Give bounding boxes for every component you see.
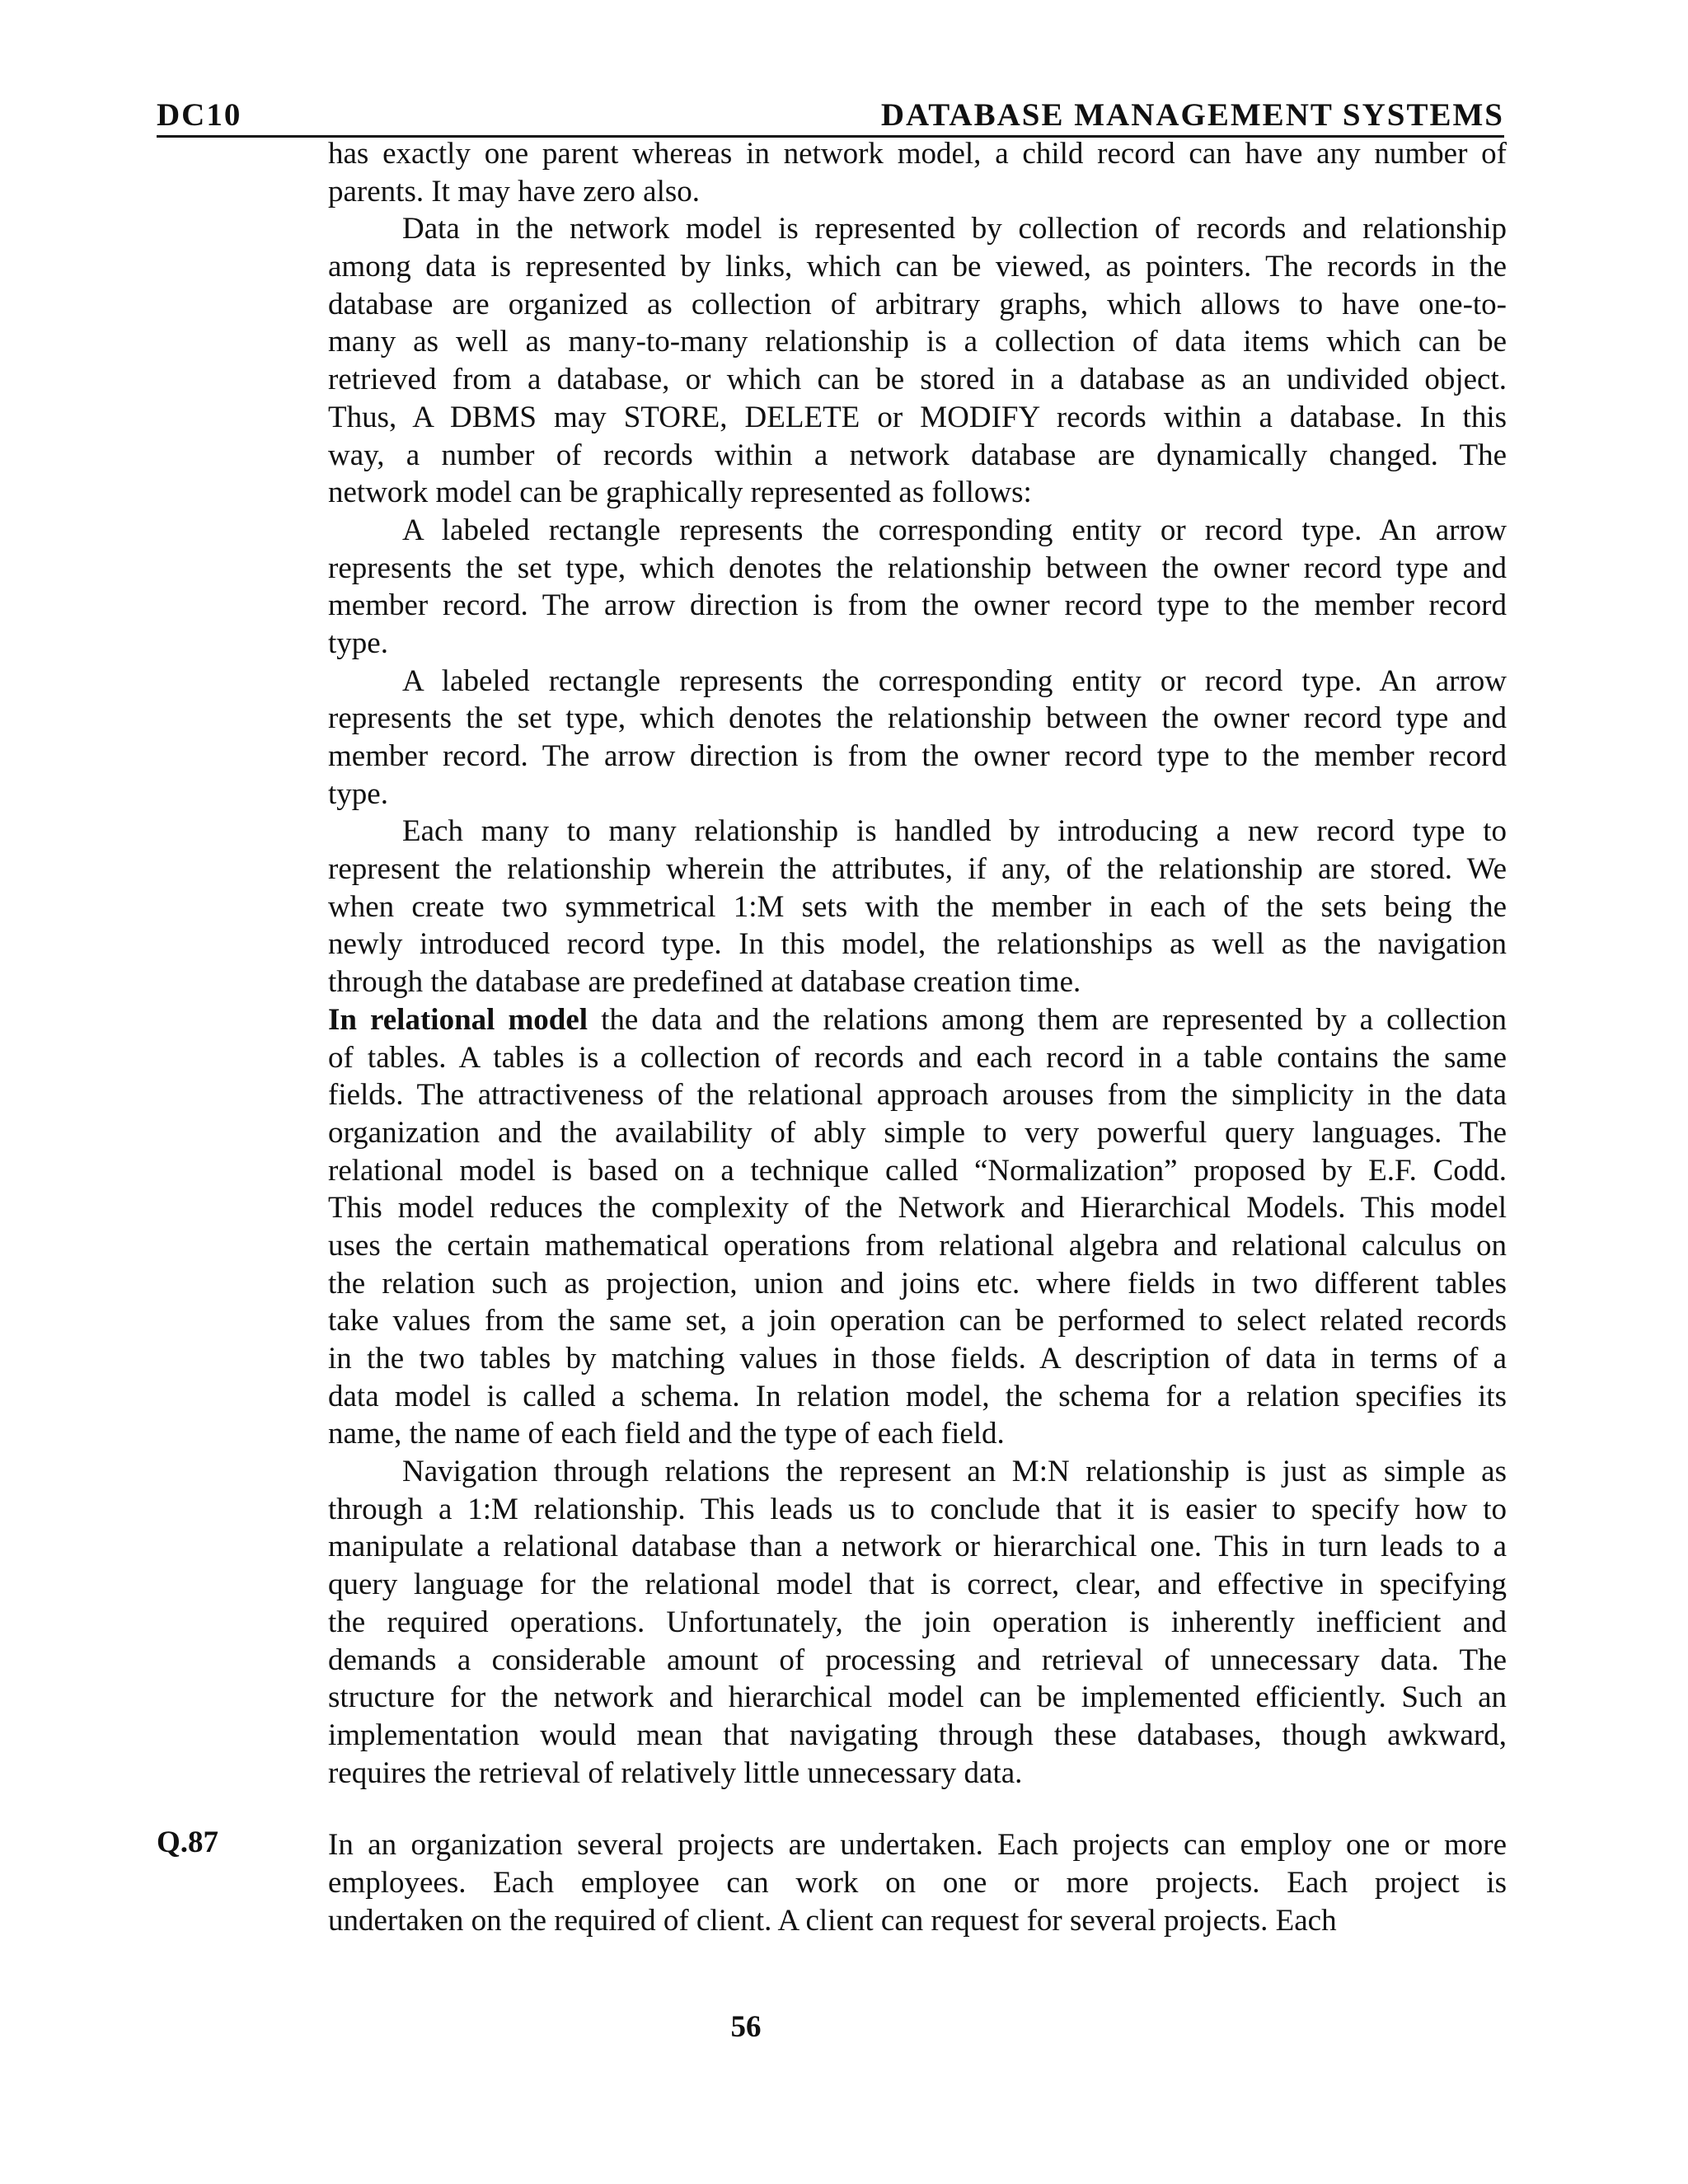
text-line: manipulate a relational database than a network or hierarchical one. This in turn leads to a <box>328 1530 1507 1564</box>
text-line: implementation would mean that navigating through these databases, though awkward, <box>328 1718 1507 1752</box>
text-line: A labeled rectangle represents the corresponding entity or record type. An arrow <box>402 663 1507 698</box>
text-line: newly introduced record type. In this model, the relationships as well as the navigation <box>328 927 1507 962</box>
paragraph <box>328 135 1507 210</box>
text-line: the relation such as projection, union and joins etc. where fields in two different tables <box>328 1266 1507 1301</box>
text-line: network model can be graphically represented as follows: <box>328 476 1032 510</box>
question-block <box>328 1826 1507 1939</box>
text-line: undertaken on the required of client. A client can request for several projects. Each <box>328 1903 1337 1938</box>
text-line: of tables. A tables is a collection of records and each record in a table contains the same <box>328 1040 1507 1075</box>
text-line: when create two symmetrical 1:M sets with the member in each of the sets being the <box>328 889 1507 924</box>
text-line: through the database are predefined at database creation time. <box>328 965 1081 1000</box>
text-line: fields. The attractiveness of the relational approach arouses from the simplicity in the data <box>328 1078 1507 1113</box>
text-line: demands a considerable amount of processing and retrieval of unnecessary data. The <box>328 1643 1507 1677</box>
text-line: represents the set type, which denotes the relationship between the owner record type and <box>328 701 1507 736</box>
question-number: Q.87 <box>157 1825 219 1859</box>
text-line <box>328 1001 1507 1039</box>
text-line: way, a number of records within a network database are dynamically changed. The <box>328 438 1507 472</box>
text-line: member record. The arrow direction is from the owner record type to the member record <box>328 588 1507 623</box>
paragraph <box>328 210 1507 512</box>
text-line: requires the retrieval of relatively little unnecessary data. <box>328 1755 1023 1790</box>
text-line: represent the relationship wherein the attributes, if any, of the relationship are stored. We <box>328 852 1507 887</box>
text-line: relational model is based on a technique called “Normalization” proposed by E.F. Codd. <box>328 1153 1507 1188</box>
text-line: has exactly one parent whereas in network model, a child record can have any number of <box>328 137 1507 171</box>
text-line: the required operations. Unfortunately, the join operation is inherently inefficient and <box>328 1605 1507 1639</box>
text-line: Navigation through relations the represent an M:N relationship is just as simple as <box>402 1455 1507 1489</box>
paragraph <box>328 813 1507 1001</box>
subject-title: DATABASE MANAGEMENT SYSTEMS <box>880 97 1504 133</box>
text-line: Data in the network model is represented by collection of records and relationship <box>402 212 1507 246</box>
body-text <box>328 135 1507 1939</box>
text-line: name, the name of each field and the type of each field. <box>328 1417 1005 1451</box>
text-line: in the two tables by matching values in those fields. A description of data in terms of a <box>328 1342 1507 1376</box>
text-line: query language for the relational model that is correct, clear, and effective in specifying <box>328 1568 1507 1602</box>
text-line: parents. It may have zero also. <box>328 174 701 209</box>
text-line: member record. The arrow direction is from the owner record type to the member record <box>328 739 1507 773</box>
paragraph <box>328 512 1507 663</box>
text-line: Each many to many relationship is handled by introducing a new record type to <box>402 814 1507 849</box>
paragraph <box>328 1453 1507 1792</box>
text-line: uses the certain mathematical operations from relational algebra and relational calculus on <box>328 1228 1507 1263</box>
text-line: take values from the same set, a join operation can be performed to select related records <box>328 1304 1507 1338</box>
text-line: type. <box>328 626 388 660</box>
text-line: employees. Each employee can work on one or more projects. Each project is <box>328 1865 1507 1900</box>
text-line: data model is called a schema. In relation model, the schema for a relation specifies its <box>328 1379 1507 1413</box>
text-line: represents the set type, which denotes the relationship between the owner record type and <box>328 551 1507 585</box>
text-line: structure for the network and hierarchical model can be implemented efficiently. Such an <box>328 1680 1507 1715</box>
text-run: the data and the relations among them are represented by a collection <box>588 1002 1507 1037</box>
text-line: among data is represented by links, which can be viewed, as pointers. The records in the <box>328 250 1507 284</box>
text-line: through a 1:M relationship. This leads us to conclude that it is easier to specify how to <box>328 1492 1507 1526</box>
text-line: organization and the availability of ably simple to very powerful query languages. The <box>328 1115 1507 1150</box>
page-number: 56 <box>730 2010 762 2044</box>
text-line: database are organized as collection of arbitrary graphs, which allows to have one-to- <box>328 287 1507 321</box>
text-line: A labeled rectangle represents the corresponding entity or record type. An arrow <box>402 513 1507 547</box>
text-line: This model reduces the complexity of the Network and Hierarchical Models. This model <box>328 1191 1507 1226</box>
text-line: In an organization several projects are undertaken. Each projects can employ one or more <box>328 1828 1507 1863</box>
running-header <box>157 96 1504 138</box>
paragraph <box>328 663 1507 813</box>
text-line: Thus, A DBMS may STORE, DELETE or MODIFY records within a database. In this <box>328 400 1507 434</box>
bold-lead: In relational model <box>328 1002 588 1037</box>
paragraph <box>328 1001 1507 1453</box>
text-line: type. <box>328 776 388 811</box>
text-line: many as well as many-to-many relationship is a collection of data items which can be <box>328 325 1507 359</box>
course-code: DC10 <box>157 97 242 133</box>
text-line: retrieved from a database, or which can be stored in a database as an undivided object. <box>328 363 1507 397</box>
